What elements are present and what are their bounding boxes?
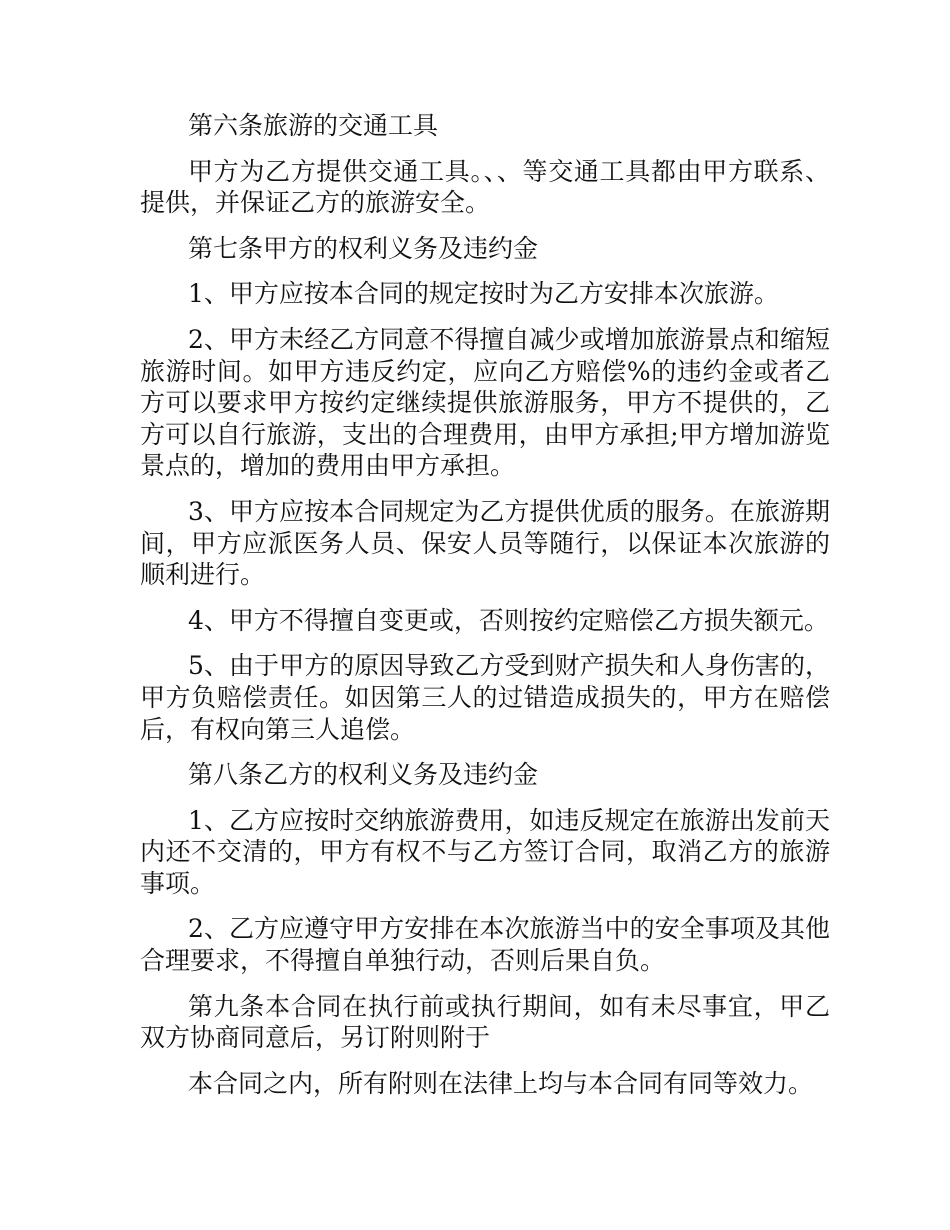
article-8-clause-1: 1、乙方应按时交纳旅游费用，如违反规定在旅游出发前天内还不交清的，甲方有权不与乙方签订合同，取消乙方的旅游事项。	[140, 805, 830, 898]
article-8-heading: 第八条乙方的权利义务及违约金	[188, 760, 539, 790]
article-7-clause-1: 1、甲方应按本合同的规定按时为乙方安排本次旅游。	[188, 279, 779, 309]
article-8-clause-2: 2、乙方应遵守甲方安排在本次旅游当中的安全事项及其他合理要求，不得擅自单独行动，否则后果自负。	[140, 914, 830, 976]
article-9-paragraph: 第九条本合同在执行前或执行期间，如有未尽事宜，甲乙双方协商同意后，另订附则附于	[140, 991, 830, 1053]
document-body	[140, 110, 830, 1113]
article-9-continuation: 本合同之内，所有附则在法律上均与本合同有同等效力。	[188, 1068, 814, 1098]
article-6-paragraph: 甲方为乙方提供交通工具。、、等交通工具都由甲方联系、提供，并保证乙方的旅游安全。	[140, 156, 830, 218]
article-7-clause-5: 5、由于甲方的原因导致乙方受到财产损失和人身伤害的，甲方负赔偿责任。如因第三人的过错造成损失的，甲方在赔偿后，有权向第三人追偿。	[140, 651, 830, 744]
article-7-clause-3: 3、甲方应按本合同规定为乙方提供优质的服务。在旅游期间，甲方应派医务人员、保安人员等随行，以保证本次旅游的顺利进行。	[140, 496, 830, 590]
article-7-clause-4: 4、甲方不得擅自变更或，否则按约定赔偿乙方损失额元。	[188, 605, 829, 635]
article-7-heading: 第七条甲方的权利义务及违约金	[188, 233, 539, 263]
article-6-heading: 第六条旅游的交通工具	[188, 111, 439, 140]
article-7-clause-2: 2、甲方未经乙方同意不得擅自减少或增加旅游景点和缩短旅游时间。如甲方违反约定，应向乙方赔偿%的违约金或者乙方可以要求甲方按约定继续提供旅游服务，甲方不提供的，乙方可以自行旅游，支出的合理费用，由甲方承担;甲方增加游览景点的，增加的费用由甲方承担。	[140, 324, 830, 481]
